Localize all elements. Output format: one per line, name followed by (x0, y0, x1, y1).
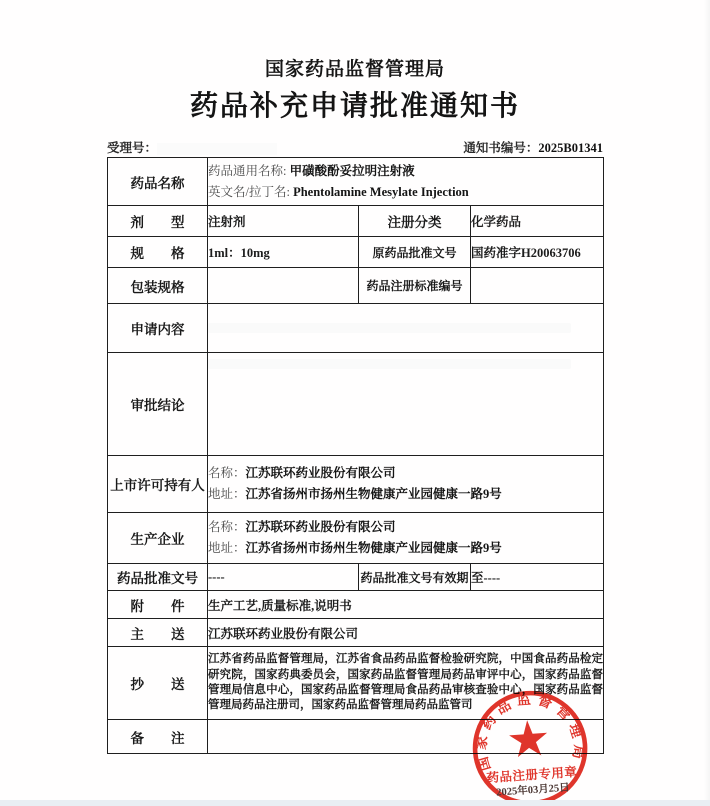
attachments-value: 生产工艺,质量标准,说明书 (208, 591, 604, 619)
table-row-remarks (108, 720, 604, 754)
registration-class-value: 化学药品 (471, 206, 604, 237)
notice-number-value: 2025B01341 (538, 141, 603, 155)
main-recipient-value: 江苏联环药业股份有限公司 (208, 619, 604, 647)
notice-number: 通知书编号：2025B01341 (463, 141, 603, 155)
acceptance-number-blank (157, 143, 277, 155)
table-row-main-recipient (108, 619, 604, 647)
original-approval-no-label: 原药品批准文号 (359, 237, 471, 268)
cc-value: 江苏省药品监督管理局，江苏省食品药品监督检验研究院，中国食品药品检定研究院，国家药典委员会，国家药品监督管理局药品审评中心，国家药品监督管理局信息中心，国家药品监督管理局食品药品审核查验中心，国家药品监督管理局药品注册司，国家药品监督管理局药品监管司 (208, 647, 604, 720)
table-row-mah (108, 456, 604, 513)
scan-edge-shade (704, 0, 710, 806)
approval-conclusion-value (208, 353, 604, 456)
package-spec-value (208, 268, 359, 304)
registration-class-label: 注册分类 (359, 206, 471, 237)
dosage-form-value: 注射剂 (208, 206, 359, 237)
mah-value: 名称：江苏联环药业股份有限公司 地址：江苏省扬州市扬州生物健康产业园健康一路9号 (208, 456, 604, 513)
seal-ring-text: 国家药品监督管理局 (474, 692, 586, 773)
application-content-label: 申请内容 (108, 304, 208, 353)
redacted-content (208, 359, 571, 369)
table-row-package-spec (108, 268, 604, 304)
approval-no-label: 药品批准文号 (108, 564, 208, 591)
approval-no-validity-label: 药品批准文号有效期 (359, 564, 471, 591)
cc-label: 抄 送 (108, 647, 208, 720)
mah-label: 上市许可持有人 (108, 456, 208, 513)
acceptance-number: 受理号： (107, 138, 277, 156)
seal-date: 2025年03月25日 (495, 782, 571, 799)
table-row-drug-name (108, 158, 604, 206)
table-row-cc (108, 647, 604, 720)
specification-label: 规 格 (108, 237, 208, 268)
table-row-approval-no (108, 564, 604, 591)
manufacturer-label: 生产企业 (108, 513, 208, 564)
specification-value: 1ml：10mg (208, 237, 359, 268)
table-row-approval-conclusion (108, 353, 604, 456)
page-title: 药品补充申请批准通知书 (189, 91, 520, 122)
approval-conclusion-label: 审批结论 (108, 353, 208, 456)
table-row-specification (108, 237, 604, 268)
original-approval-no-value: 国药准字H20063706 (471, 237, 604, 268)
manufacturer-value: 名称：江苏联环药业股份有限公司 地址：江苏省扬州市扬州生物健康产业园健康一路9号 (208, 513, 604, 564)
table-row-dosage-form (108, 206, 604, 237)
application-content-value (208, 304, 604, 353)
registration-std-no-label: 药品注册标准编号 (359, 268, 471, 304)
remarks-label: 备 注 (108, 720, 208, 754)
dosage-form-label: 剂 型 (108, 206, 208, 237)
table-row-manufacturer (108, 513, 604, 564)
approval-no-validity-value: 至---- (471, 564, 604, 591)
org-title: 国家药品监督管理局 (264, 59, 445, 80)
approval-no-value: ---- (208, 564, 359, 591)
drug-name-label: 药品名称 (108, 158, 208, 206)
attachments-label: 附 件 (108, 591, 208, 619)
bottom-edge-band (0, 800, 710, 806)
registration-std-no-value (471, 268, 604, 304)
main-recipient-label: 主 送 (108, 619, 208, 647)
redacted-content (208, 323, 571, 333)
table-row-application-content (108, 304, 604, 353)
approval-table (107, 157, 604, 754)
remarks-value (208, 720, 604, 754)
package-spec-label: 包装规格 (108, 268, 208, 304)
seal-center-text: 药品注册专用章 (486, 764, 578, 786)
table-row-attachments (108, 591, 604, 619)
drug-name-value: 药品通用名称: 甲磺酸酚妥拉明注射液 英文名/拉丁名: Phentolamine Mesylate Injection (208, 158, 604, 206)
